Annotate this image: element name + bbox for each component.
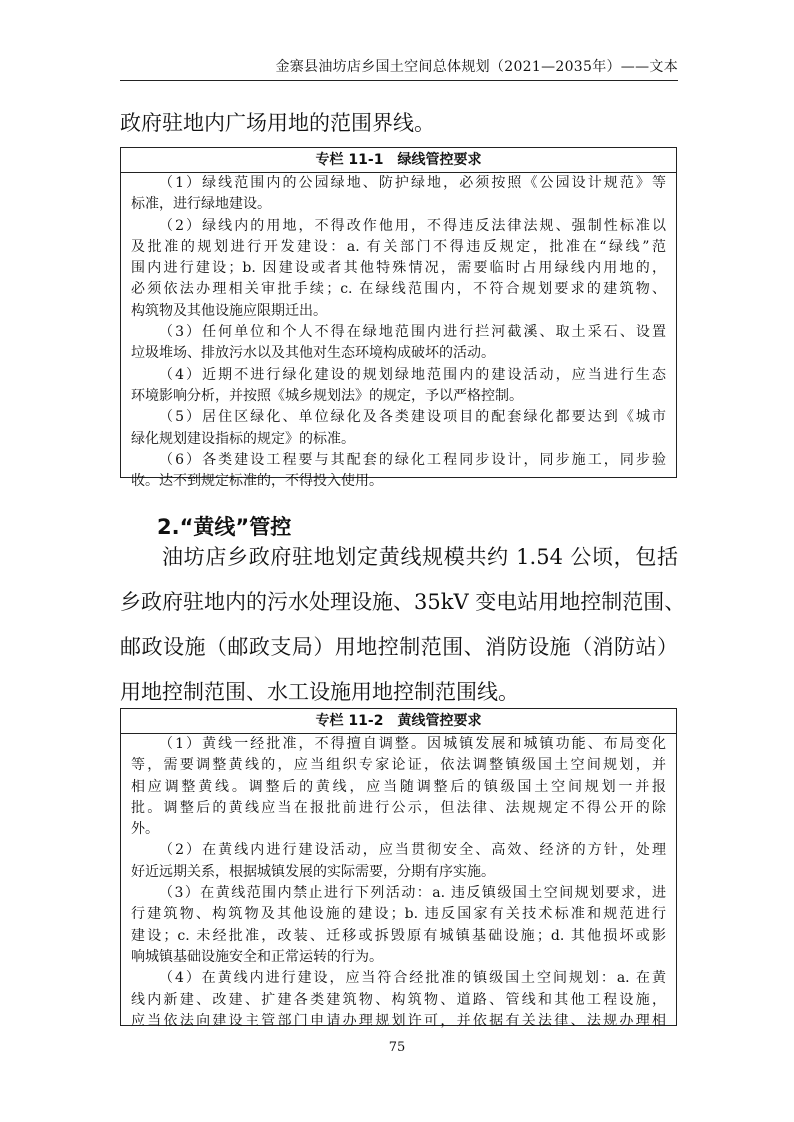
box-line: 响城镇基础设施安全和正常运转的行为。 bbox=[131, 948, 383, 965]
box-line: 建设；c. 未经批准，改装、迁移或拆毁原有城镇基础设施；d. 其他损坏或影 bbox=[131, 927, 666, 944]
body-line: 乡政府驻地内的污水处理设施、35kV 变电站用地控制范围、 bbox=[120, 590, 686, 614]
box-line: 构筑物及其他设施应限期迁出。 bbox=[131, 302, 327, 319]
box-line: （3）任何单位和个人不得在绿地范围内进行拦河截溪、取土采石、设置 bbox=[159, 324, 666, 341]
body-line: 邮政设施（邮政支局）用地控制范围、消防设施（消防站） bbox=[120, 635, 678, 659]
box-line: 批。调整后的黄线应当在报批前进行公示，但法律、法规规定不得公开的除 bbox=[131, 799, 666, 816]
box-line: （5）居住区绿化、单位绿化及各类建设项目的配套绿化都要达到《城市 bbox=[159, 409, 666, 426]
box-line: （6）各类建设工程要与其配套的绿化工程同步设计，同步施工，同步验 bbox=[159, 451, 666, 468]
body-line: 油坊店乡政府驻地划定黄线规模共约 1.54 公顷，包括 bbox=[162, 545, 678, 569]
box-line: 环境影响分析，并按照《城乡规划法》的规定，予以严格控制。 bbox=[131, 387, 523, 404]
box-line: 及批准的规划进行开发建设：a. 有关部门不得违反规定，批准在“绿线”范 bbox=[131, 238, 666, 255]
box-line: 线内新建、改建、扩建各类建筑物、构筑物、道路、管线和其他工程设施， bbox=[131, 991, 666, 1008]
body-line: 用地控制范围、水工设施用地控制范围线。 bbox=[120, 680, 519, 704]
box-line: 好近远期关系，根据城镇发展的实际需要，分期有序实施。 bbox=[131, 863, 495, 880]
intro-line: 政府驻地内广场用地的范围界线。 bbox=[120, 111, 435, 135]
box-body bbox=[121, 734, 676, 1032]
box-line: （2）在黄线内进行建设活动，应当贯彻安全、高效、经济的方针，处理 bbox=[159, 842, 666, 859]
page-number: 75 bbox=[388, 1040, 406, 1055]
box-line: 收。达不到规定标准的，不得投入使用。 bbox=[131, 473, 383, 490]
section-title: 2.“黄线”管控 bbox=[157, 515, 292, 539]
box-yellow-line bbox=[120, 708, 677, 1029]
box-line: （2）绿线内的用地，不得改作他用，不得违反法律法规、强制性标准以 bbox=[159, 217, 666, 234]
box-body bbox=[121, 173, 676, 492]
box-line: 标准，进行绿地建设。 bbox=[131, 196, 271, 213]
box-line: 行建筑物、构筑物及其他设施的建设；b. 违反国家有关技术标准和规范进行 bbox=[131, 906, 666, 923]
box-line: 围内进行建设；b. 因建设或者其他特殊情况，需要临时占用绿线内用地的， bbox=[131, 260, 666, 277]
box-line: （1）绿线范围内的公园绿地、防护绿地，必须按照《公园设计规范》等 bbox=[159, 175, 666, 191]
box-line: 外。 bbox=[131, 821, 159, 838]
running-header: 金寨县油坊店乡国土空间总体规划（2021—2035年）——文本 bbox=[275, 59, 678, 75]
box-line: 绿化规划建设指标的规定》的标准。 bbox=[131, 430, 355, 447]
box-line: 等，需要调整黄线的，应当组织专家论证，依法调整镇级国土空间规划，并 bbox=[131, 757, 666, 774]
box-line: （4）近期不进行绿化建设的规划绿地范围内的建设活动，应当进行生态 bbox=[159, 366, 666, 383]
box-line: （3）在黄线范围内禁止进行下列活动：a. 违反镇级国土空间规划要求，进 bbox=[159, 885, 666, 902]
box-line: 应当依法向建设主管部门申请办理规划许可，并依据有关法律、法规办理相 bbox=[131, 1012, 666, 1029]
box-line: 相应调整黄线。调整后的黄线，应当随调整后的镇级国土空间规划一并报 bbox=[131, 778, 666, 795]
box-line: （1）黄线一经批准，不得擅自调整。因城镇发展和城镇功能、布局变化 bbox=[159, 736, 666, 752]
box-line: 必须依法办理相关审批手续；c. 在绿线范围内，不符合规划要求的建筑物、 bbox=[131, 281, 666, 298]
box-line: （4）在黄线内进行建设，应当符合经批准的镇级国土空间规划：a. 在黄 bbox=[159, 970, 666, 987]
box-green-line bbox=[120, 147, 677, 490]
box-line: 垃圾堆场、排放污水以及其他对生态环境构成破坏的活动。 bbox=[131, 345, 495, 362]
box-title: 专栏 11-1 绿线管控要求 bbox=[121, 148, 676, 173]
box-title: 专栏 11-2 黄线管控要求 bbox=[121, 709, 676, 734]
